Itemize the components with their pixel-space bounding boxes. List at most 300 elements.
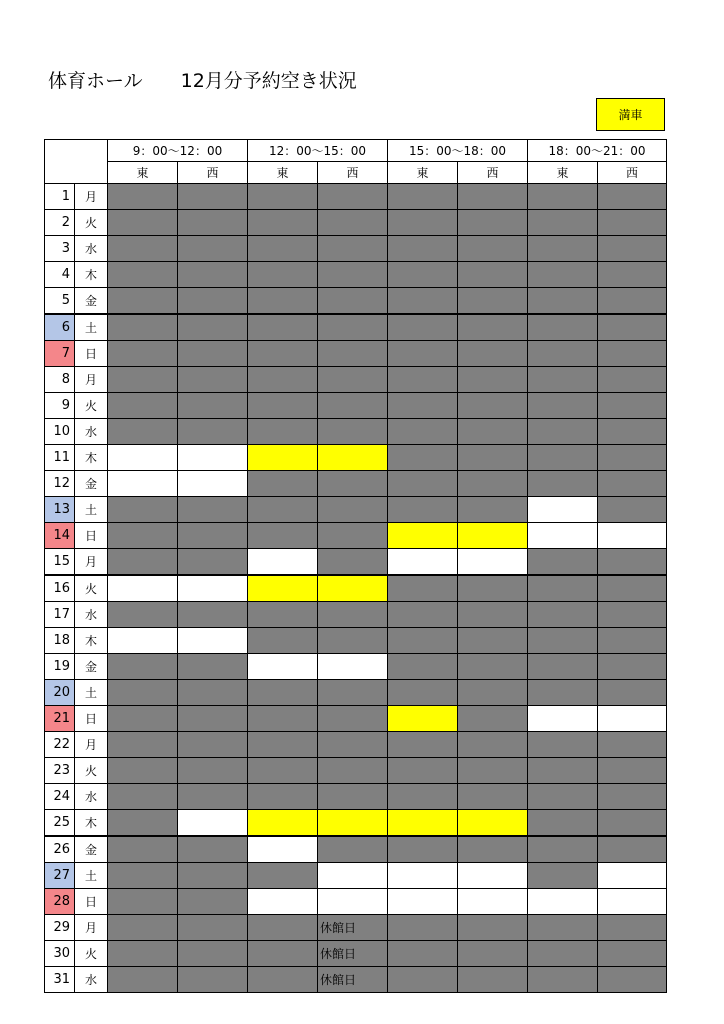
slot-cell bbox=[107, 548, 178, 575]
side-header: 東 bbox=[247, 161, 318, 184]
slot-cell bbox=[457, 183, 528, 210]
day-number: 1 bbox=[44, 183, 75, 210]
slot-cell bbox=[457, 679, 528, 706]
slot-cell bbox=[177, 783, 248, 810]
day-of-week: 日 bbox=[74, 888, 108, 915]
slot-cell bbox=[597, 940, 667, 967]
slot-cell bbox=[387, 235, 458, 262]
side-header: 東 bbox=[107, 161, 178, 184]
day-number: 22 bbox=[44, 731, 75, 758]
slot-cell[interactable] bbox=[527, 496, 598, 523]
day-number: 28 bbox=[44, 888, 75, 915]
slot-cell bbox=[317, 757, 388, 784]
slot-cell bbox=[387, 340, 458, 367]
slot-cell bbox=[107, 914, 178, 941]
side-header: 東 bbox=[387, 161, 458, 184]
slot-cell bbox=[387, 183, 458, 210]
slot-cell bbox=[527, 418, 598, 445]
slot-cell bbox=[177, 679, 248, 706]
slot-cell bbox=[457, 340, 528, 367]
slot-cell bbox=[457, 627, 528, 654]
slot-cell bbox=[247, 601, 318, 628]
slot-cell bbox=[317, 183, 388, 210]
slot-cell bbox=[527, 653, 598, 680]
slot-cell bbox=[527, 314, 598, 341]
slot-cell[interactable] bbox=[247, 653, 318, 680]
day-number: 24 bbox=[44, 783, 75, 810]
slot-cell bbox=[317, 627, 388, 654]
slot-cell bbox=[317, 261, 388, 288]
slot-cell bbox=[597, 235, 667, 262]
slot-cell bbox=[527, 679, 598, 706]
slot-cell bbox=[597, 548, 667, 575]
slot-cell bbox=[317, 601, 388, 628]
side-header: 西 bbox=[457, 161, 528, 184]
slot-cell bbox=[597, 914, 667, 941]
slot-cell bbox=[177, 731, 248, 758]
day-number: 9 bbox=[44, 392, 75, 419]
day-of-week: 月 bbox=[74, 183, 108, 210]
slot-cell bbox=[457, 809, 528, 836]
day-of-week: 土 bbox=[74, 314, 108, 341]
slot-cell[interactable] bbox=[597, 522, 667, 549]
day-of-week: 火 bbox=[74, 575, 108, 602]
slot-cell bbox=[527, 261, 598, 288]
slot-cell[interactable] bbox=[527, 705, 598, 732]
slot-cell bbox=[457, 209, 528, 236]
day-number: 10 bbox=[44, 418, 75, 445]
day-of-week: 月 bbox=[74, 366, 108, 393]
header-corner bbox=[44, 139, 108, 184]
slot-cell bbox=[247, 522, 318, 549]
slot-cell bbox=[107, 705, 178, 732]
slot-cell bbox=[317, 548, 388, 575]
slot-cell bbox=[597, 966, 667, 993]
slot-cell bbox=[457, 496, 528, 523]
slot-cell bbox=[177, 235, 248, 262]
slot-cell bbox=[107, 679, 178, 706]
slot-cell bbox=[107, 209, 178, 236]
slot-cell bbox=[527, 601, 598, 628]
slot-cell bbox=[527, 183, 598, 210]
slot-cell bbox=[387, 731, 458, 758]
slot-cell bbox=[387, 209, 458, 236]
slot-cell bbox=[317, 287, 388, 314]
slot-cell bbox=[247, 627, 318, 654]
slot-cell bbox=[457, 470, 528, 497]
slot-cell bbox=[527, 966, 598, 993]
slot-cell bbox=[457, 392, 528, 419]
slot-cell bbox=[177, 914, 248, 941]
day-number: 11 bbox=[44, 444, 75, 471]
slot-cell bbox=[387, 836, 458, 863]
slot-cell bbox=[387, 809, 458, 836]
day-of-week: 木 bbox=[74, 809, 108, 836]
day-of-week: 水 bbox=[74, 601, 108, 628]
slot-cell[interactable] bbox=[107, 470, 178, 497]
slot-cell bbox=[387, 575, 458, 602]
slot-cell bbox=[107, 757, 178, 784]
slot-cell bbox=[387, 314, 458, 341]
slot-cell bbox=[317, 314, 388, 341]
slot-cell bbox=[597, 444, 667, 471]
day-of-week: 火 bbox=[74, 392, 108, 419]
slot-cell bbox=[107, 522, 178, 549]
slot-cell bbox=[597, 209, 667, 236]
slot-cell bbox=[177, 418, 248, 445]
slot-cell bbox=[597, 287, 667, 314]
slot-cell bbox=[107, 418, 178, 445]
slot-cell bbox=[107, 966, 178, 993]
closed-day-note: 休館日 bbox=[317, 914, 388, 941]
slot-cell bbox=[597, 496, 667, 523]
day-of-week: 金 bbox=[74, 653, 108, 680]
slot-cell[interactable] bbox=[177, 470, 248, 497]
slot-cell[interactable] bbox=[457, 548, 528, 575]
slot-cell bbox=[597, 783, 667, 810]
slot-cell[interactable] bbox=[317, 888, 388, 915]
day-of-week: 月 bbox=[74, 548, 108, 575]
day-of-week: 火 bbox=[74, 940, 108, 967]
slot-cell bbox=[177, 340, 248, 367]
day-number: 21 bbox=[44, 705, 75, 732]
slot-cell bbox=[317, 496, 388, 523]
slot-cell bbox=[597, 392, 667, 419]
slot-cell bbox=[317, 209, 388, 236]
day-of-week: 水 bbox=[74, 235, 108, 262]
slot-cell bbox=[387, 522, 458, 549]
side-header: 西 bbox=[317, 161, 388, 184]
slot-cell bbox=[527, 392, 598, 419]
slot-cell bbox=[527, 809, 598, 836]
day-number: 13 bbox=[44, 496, 75, 523]
slot-cell bbox=[107, 366, 178, 393]
day-of-week: 水 bbox=[74, 966, 108, 993]
day-of-week: 木 bbox=[74, 261, 108, 288]
slot-cell bbox=[457, 836, 528, 863]
day-of-week: 金 bbox=[74, 287, 108, 314]
slot-cell bbox=[107, 888, 178, 915]
slot-cell bbox=[597, 653, 667, 680]
slot-cell bbox=[387, 601, 458, 628]
day-of-week: 火 bbox=[74, 209, 108, 236]
slot-cell[interactable] bbox=[597, 862, 667, 889]
slot-cell bbox=[457, 757, 528, 784]
slot-cell bbox=[527, 444, 598, 471]
slot-cell[interactable] bbox=[527, 522, 598, 549]
time-slot-header: 15：00～18：00 bbox=[387, 139, 528, 162]
slot-cell bbox=[527, 914, 598, 941]
slot-cell bbox=[177, 888, 248, 915]
slot-cell bbox=[177, 705, 248, 732]
day-of-week: 水 bbox=[74, 418, 108, 445]
slot-cell bbox=[107, 940, 178, 967]
slot-cell bbox=[457, 261, 528, 288]
slot-cell bbox=[387, 966, 458, 993]
day-number: 8 bbox=[44, 366, 75, 393]
slot-cell bbox=[527, 470, 598, 497]
day-number: 2 bbox=[44, 209, 75, 236]
day-of-week: 土 bbox=[74, 496, 108, 523]
day-number: 6 bbox=[44, 314, 75, 341]
day-number: 14 bbox=[44, 522, 75, 549]
day-of-week: 土 bbox=[74, 862, 108, 889]
slot-cell bbox=[527, 575, 598, 602]
slot-cell[interactable] bbox=[177, 575, 248, 602]
slot-cell bbox=[317, 679, 388, 706]
slot-cell bbox=[527, 731, 598, 758]
day-number: 29 bbox=[44, 914, 75, 941]
slot-cell bbox=[177, 940, 248, 967]
slot-cell bbox=[527, 235, 598, 262]
day-of-week: 土 bbox=[74, 679, 108, 706]
slot-cell bbox=[387, 627, 458, 654]
slot-cell[interactable] bbox=[457, 862, 528, 889]
day-of-week: 木 bbox=[74, 627, 108, 654]
slot-cell[interactable] bbox=[107, 575, 178, 602]
day-of-week: 金 bbox=[74, 836, 108, 863]
day-of-week: 金 bbox=[74, 470, 108, 497]
slot-cell[interactable] bbox=[457, 888, 528, 915]
slot-cell bbox=[597, 418, 667, 445]
slot-cell bbox=[457, 418, 528, 445]
slot-cell bbox=[597, 340, 667, 367]
slot-cell bbox=[387, 444, 458, 471]
slot-cell bbox=[247, 392, 318, 419]
slot-cell bbox=[247, 731, 318, 758]
slot-cell bbox=[107, 392, 178, 419]
slot-cell bbox=[247, 470, 318, 497]
slot-cell bbox=[597, 679, 667, 706]
slot-cell bbox=[177, 966, 248, 993]
slot-cell[interactable] bbox=[247, 836, 318, 863]
side-header: 西 bbox=[177, 161, 248, 184]
slot-cell bbox=[247, 966, 318, 993]
side-header: 西 bbox=[597, 161, 667, 184]
slot-cell bbox=[387, 418, 458, 445]
slot-cell bbox=[247, 496, 318, 523]
slot-cell bbox=[107, 809, 178, 836]
slot-cell bbox=[457, 366, 528, 393]
slot-cell bbox=[177, 287, 248, 314]
slot-cell bbox=[177, 261, 248, 288]
slot-cell bbox=[177, 548, 248, 575]
day-number: 4 bbox=[44, 261, 75, 288]
slot-cell bbox=[527, 757, 598, 784]
slot-cell bbox=[457, 731, 528, 758]
slot-cell bbox=[317, 340, 388, 367]
day-number: 26 bbox=[44, 836, 75, 863]
day-of-week: 日 bbox=[74, 522, 108, 549]
day-number: 15 bbox=[44, 548, 75, 575]
slot-cell bbox=[317, 522, 388, 549]
slot-cell[interactable] bbox=[317, 862, 388, 889]
slot-cell bbox=[387, 705, 458, 732]
slot-cell bbox=[387, 392, 458, 419]
page-title: 体育ホール 12月分予約空き状況 bbox=[48, 70, 357, 92]
slot-cell bbox=[457, 235, 528, 262]
day-number: 30 bbox=[44, 940, 75, 967]
slot-cell[interactable] bbox=[177, 809, 248, 836]
slot-cell bbox=[177, 522, 248, 549]
day-of-week: 日 bbox=[74, 705, 108, 732]
slot-cell bbox=[387, 679, 458, 706]
slot-cell bbox=[387, 261, 458, 288]
side-header: 東 bbox=[527, 161, 598, 184]
slot-cell bbox=[527, 340, 598, 367]
slot-cell bbox=[317, 366, 388, 393]
day-number: 27 bbox=[44, 862, 75, 889]
slot-cell bbox=[317, 783, 388, 810]
slot-cell bbox=[247, 418, 318, 445]
slot-cell bbox=[247, 575, 318, 602]
slot-cell bbox=[527, 209, 598, 236]
slot-cell bbox=[107, 783, 178, 810]
day-of-week: 水 bbox=[74, 783, 108, 810]
slot-cell bbox=[387, 366, 458, 393]
time-slot-header: 18：00～21：00 bbox=[527, 139, 667, 162]
slot-cell bbox=[247, 340, 318, 367]
day-of-week: 火 bbox=[74, 757, 108, 784]
slot-cell bbox=[107, 314, 178, 341]
slot-cell bbox=[247, 366, 318, 393]
slot-cell bbox=[177, 209, 248, 236]
slot-cell[interactable] bbox=[177, 444, 248, 471]
slot-cell bbox=[597, 601, 667, 628]
time-slot-header: 9：00～12：00 bbox=[107, 139, 248, 162]
day-number: 20 bbox=[44, 679, 75, 706]
slot-cell bbox=[107, 731, 178, 758]
slot-cell bbox=[527, 287, 598, 314]
day-number: 31 bbox=[44, 966, 75, 993]
slot-cell bbox=[527, 783, 598, 810]
slot-cell bbox=[527, 862, 598, 889]
slot-cell bbox=[387, 757, 458, 784]
slot-cell[interactable] bbox=[247, 548, 318, 575]
slot-cell bbox=[527, 548, 598, 575]
slot-cell bbox=[247, 314, 318, 341]
slot-cell bbox=[177, 653, 248, 680]
closed-day-note: 休館日 bbox=[317, 940, 388, 967]
slot-cell[interactable] bbox=[527, 888, 598, 915]
day-of-week: 月 bbox=[74, 914, 108, 941]
slot-cell bbox=[457, 575, 528, 602]
slot-cell[interactable] bbox=[107, 627, 178, 654]
slot-cell bbox=[317, 731, 388, 758]
slot-cell bbox=[177, 862, 248, 889]
day-number: 25 bbox=[44, 809, 75, 836]
day-of-week: 木 bbox=[74, 444, 108, 471]
slot-cell bbox=[317, 235, 388, 262]
day-number: 17 bbox=[44, 601, 75, 628]
day-of-week: 日 bbox=[74, 340, 108, 367]
slot-cell bbox=[457, 705, 528, 732]
slot-cell bbox=[177, 836, 248, 863]
slot-cell[interactable] bbox=[387, 862, 458, 889]
slot-cell bbox=[107, 653, 178, 680]
slot-cell bbox=[597, 757, 667, 784]
slot-cell bbox=[177, 183, 248, 210]
slot-cell[interactable] bbox=[387, 548, 458, 575]
slot-cell bbox=[597, 809, 667, 836]
slot-cell bbox=[527, 366, 598, 393]
slot-cell bbox=[387, 496, 458, 523]
slot-cell bbox=[107, 340, 178, 367]
slot-cell bbox=[457, 783, 528, 810]
day-number: 12 bbox=[44, 470, 75, 497]
day-number: 5 bbox=[44, 287, 75, 314]
day-of-week: 月 bbox=[74, 731, 108, 758]
day-number: 16 bbox=[44, 575, 75, 602]
slot-cell bbox=[247, 183, 318, 210]
day-number: 19 bbox=[44, 653, 75, 680]
slot-cell bbox=[527, 836, 598, 863]
slot-cell bbox=[247, 809, 318, 836]
slot-cell[interactable] bbox=[247, 888, 318, 915]
slot-cell bbox=[317, 418, 388, 445]
slot-cell bbox=[107, 601, 178, 628]
slot-cell bbox=[387, 914, 458, 941]
day-number: 18 bbox=[44, 627, 75, 654]
slot-cell bbox=[247, 261, 318, 288]
slot-cell bbox=[107, 287, 178, 314]
slot-cell bbox=[177, 496, 248, 523]
slot-cell[interactable] bbox=[597, 888, 667, 915]
slot-cell bbox=[457, 287, 528, 314]
slot-cell bbox=[177, 392, 248, 419]
time-slot-header: 12：00～15：00 bbox=[247, 139, 388, 162]
slot-cell bbox=[387, 287, 458, 314]
slot-cell[interactable] bbox=[597, 705, 667, 732]
slot-cell bbox=[597, 183, 667, 210]
slot-cell bbox=[247, 940, 318, 967]
slot-cell bbox=[247, 679, 318, 706]
slot-cell bbox=[387, 470, 458, 497]
slot-cell bbox=[457, 914, 528, 941]
closed-day-note: 休館日 bbox=[317, 966, 388, 993]
day-number: 3 bbox=[44, 235, 75, 262]
slot-cell bbox=[247, 444, 318, 471]
slot-cell bbox=[247, 209, 318, 236]
slot-cell bbox=[107, 836, 178, 863]
slot-cell bbox=[107, 862, 178, 889]
slot-cell bbox=[247, 783, 318, 810]
slot-cell bbox=[457, 522, 528, 549]
slot-cell[interactable] bbox=[107, 444, 178, 471]
slot-cell[interactable] bbox=[387, 888, 458, 915]
slot-cell bbox=[387, 940, 458, 967]
slot-cell[interactable] bbox=[177, 627, 248, 654]
slot-cell bbox=[107, 183, 178, 210]
slot-cell bbox=[597, 314, 667, 341]
slot-cell bbox=[457, 940, 528, 967]
slot-cell bbox=[177, 601, 248, 628]
slot-cell bbox=[247, 705, 318, 732]
day-number: 23 bbox=[44, 757, 75, 784]
slot-cell bbox=[177, 757, 248, 784]
slot-cell bbox=[457, 601, 528, 628]
slot-cell bbox=[597, 836, 667, 863]
slot-cell bbox=[597, 261, 667, 288]
slot-cell bbox=[317, 444, 388, 471]
slot-cell bbox=[107, 261, 178, 288]
slot-cell bbox=[457, 314, 528, 341]
slot-cell bbox=[387, 783, 458, 810]
slot-cell bbox=[317, 705, 388, 732]
slot-cell bbox=[177, 366, 248, 393]
slot-cell bbox=[107, 496, 178, 523]
slot-cell[interactable] bbox=[317, 653, 388, 680]
